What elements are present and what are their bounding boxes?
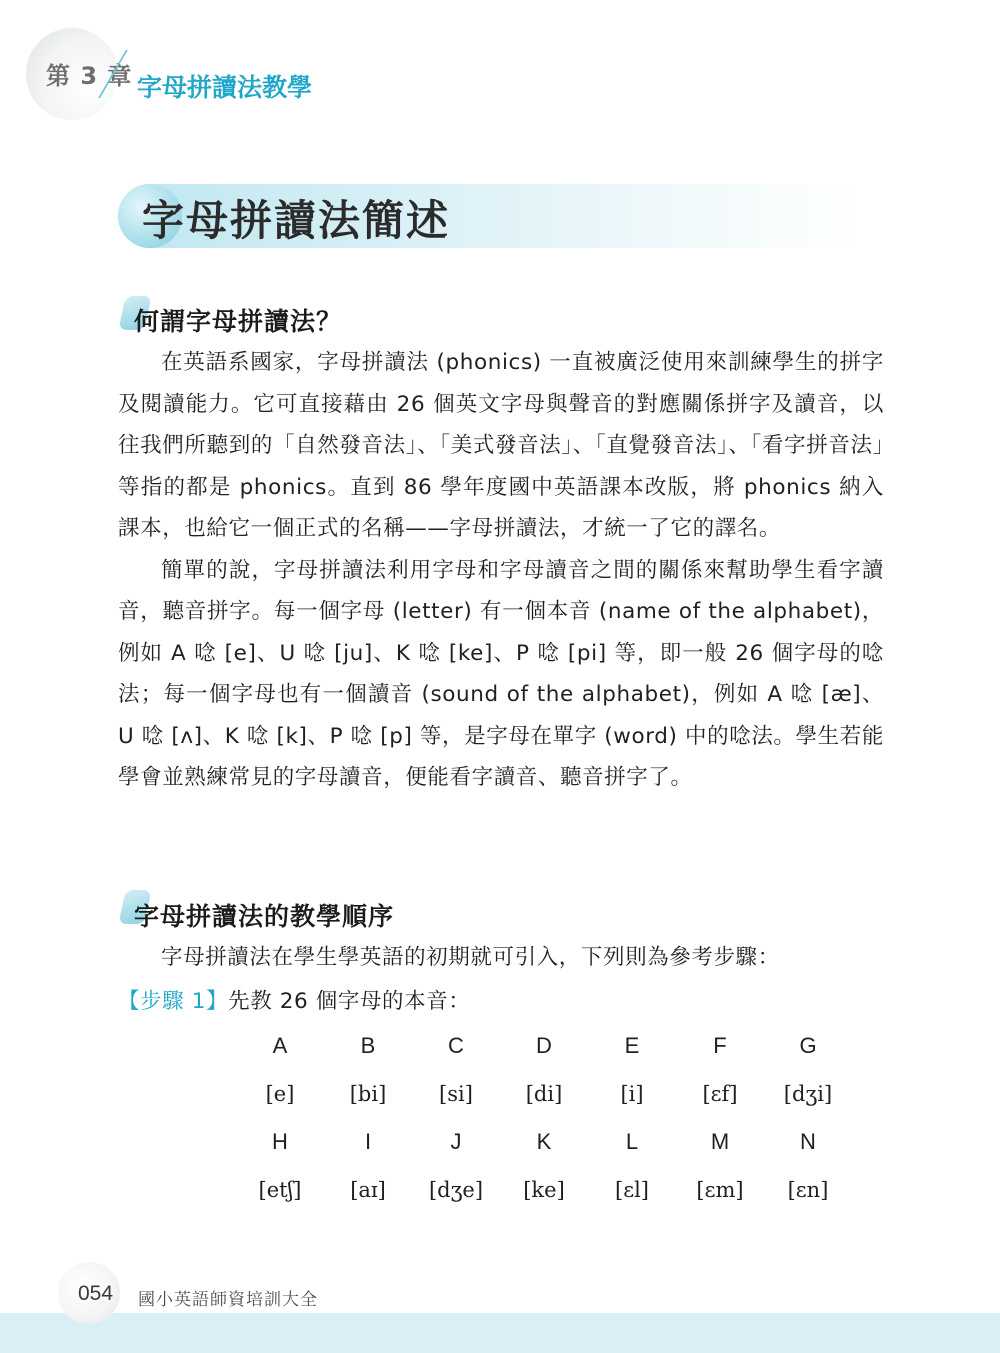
ipa-cell: [dʒe] xyxy=(428,1178,484,1202)
letter-cell: K xyxy=(536,1129,552,1154)
letter-name-table xyxy=(236,1022,852,1214)
page-number: 054 xyxy=(78,1282,114,1305)
letter-row xyxy=(236,1118,852,1166)
letter-cell: J xyxy=(450,1129,462,1154)
paragraph-1: 在英語系國家，字母拼讀法 (phonics) 一直被廣泛使用來訓練學生的拼字及閱讀能力。它可直接藉由 26 個英文字母與聲音的對應關係拼字及讀音，以往我們所聽到的「自然發音法」、「美式發音法」、「直覺發音法」、「看字拼音法」等指的都是 phonics。直到 86 學年度國中英語課本改版，將 phonics 納入課本，也給它一個正式的名稱——字母拼讀法，才統一了它的譯名。 xyxy=(118,350,885,541)
ipa-cell: [aɪ] xyxy=(350,1178,386,1202)
ipa-cell: [e] xyxy=(265,1082,295,1106)
ipa-cell: [di] xyxy=(525,1082,563,1106)
letter-cell: N xyxy=(800,1129,816,1154)
step-label: 【步驟 1】 xyxy=(118,989,229,1014)
intro-paragraph: 字母拼讀法在學生學英語的初期就可引入，下列則為參考步驟： xyxy=(161,945,780,970)
ipa-cell: [dʒi] xyxy=(783,1082,833,1106)
letter-row xyxy=(236,1022,852,1070)
teaching-order-intro xyxy=(118,937,884,979)
ipa-cell: [si] xyxy=(439,1082,473,1106)
letter-cell: E xyxy=(624,1033,640,1058)
chapter-label: 第 3 章 xyxy=(46,62,133,90)
ipa-row xyxy=(236,1070,852,1118)
book-title: 國小英語師資培訓大全 xyxy=(138,1290,318,1310)
body-text-phonics xyxy=(118,342,884,799)
ipa-cell: [ɛf] xyxy=(702,1082,738,1106)
step-text: 先教 26 個字母的本音： xyxy=(228,989,471,1014)
ipa-cell: [ɛl] xyxy=(615,1178,649,1202)
letter-cell: I xyxy=(364,1129,372,1154)
paragraph-2: 簡單的說，字母拼讀法利用字母和字母讀音之間的關係來幫助學生看字讀音，聽音拼字。每一個字母 (letter) 有一個本音 (name of the alphabet)，例如 A 唸 [e]、U 唸 [ju]、K 唸 [ke]、P 唸 [pi] 等，即一般 26 個字母的唸法；每一個字母也有一個讀音 (sound of the alphabet)，例如 A 唸 [æ]、U 唸 [ʌ]、K 唸 [k]、P 唸 [p] 等，是字母在單字 (word) 中的唸法。學生若能學會並熟練常見的字母讀音，便能看字讀音、聽音拼字了。 xyxy=(118,557,884,790)
footer-band xyxy=(0,1313,1000,1353)
section-title: 字母拼讀法簡述 xyxy=(142,196,451,245)
letter-cell: D xyxy=(536,1033,552,1058)
step-1-line xyxy=(118,984,470,1015)
letter-cell: B xyxy=(360,1033,376,1058)
ipa-cell: [etʃ] xyxy=(258,1178,302,1202)
ipa-cell: [ɛn] xyxy=(787,1178,829,1202)
letter-cell: C xyxy=(448,1033,464,1058)
ipa-cell: [i] xyxy=(620,1082,644,1106)
ipa-cell: [bi] xyxy=(349,1082,387,1106)
letter-cell: H xyxy=(272,1129,288,1154)
ipa-cell: [ɛm] xyxy=(696,1178,744,1202)
chapter-title: 字母拼讀法教學 xyxy=(137,73,313,102)
subsection-title-teaching-order: 字母拼讀法的教學順序 xyxy=(134,902,395,931)
subsection-title-what-is-phonics: 何謂字母拼讀法？ xyxy=(134,307,343,336)
letter-cell: A xyxy=(272,1033,288,1058)
letter-cell: M xyxy=(710,1129,730,1154)
letter-cell: F xyxy=(713,1033,727,1058)
ipa-row xyxy=(236,1166,852,1214)
ipa-cell: [ke] xyxy=(523,1178,565,1202)
letter-cell: G xyxy=(799,1033,817,1058)
letter-cell: L xyxy=(625,1129,639,1154)
